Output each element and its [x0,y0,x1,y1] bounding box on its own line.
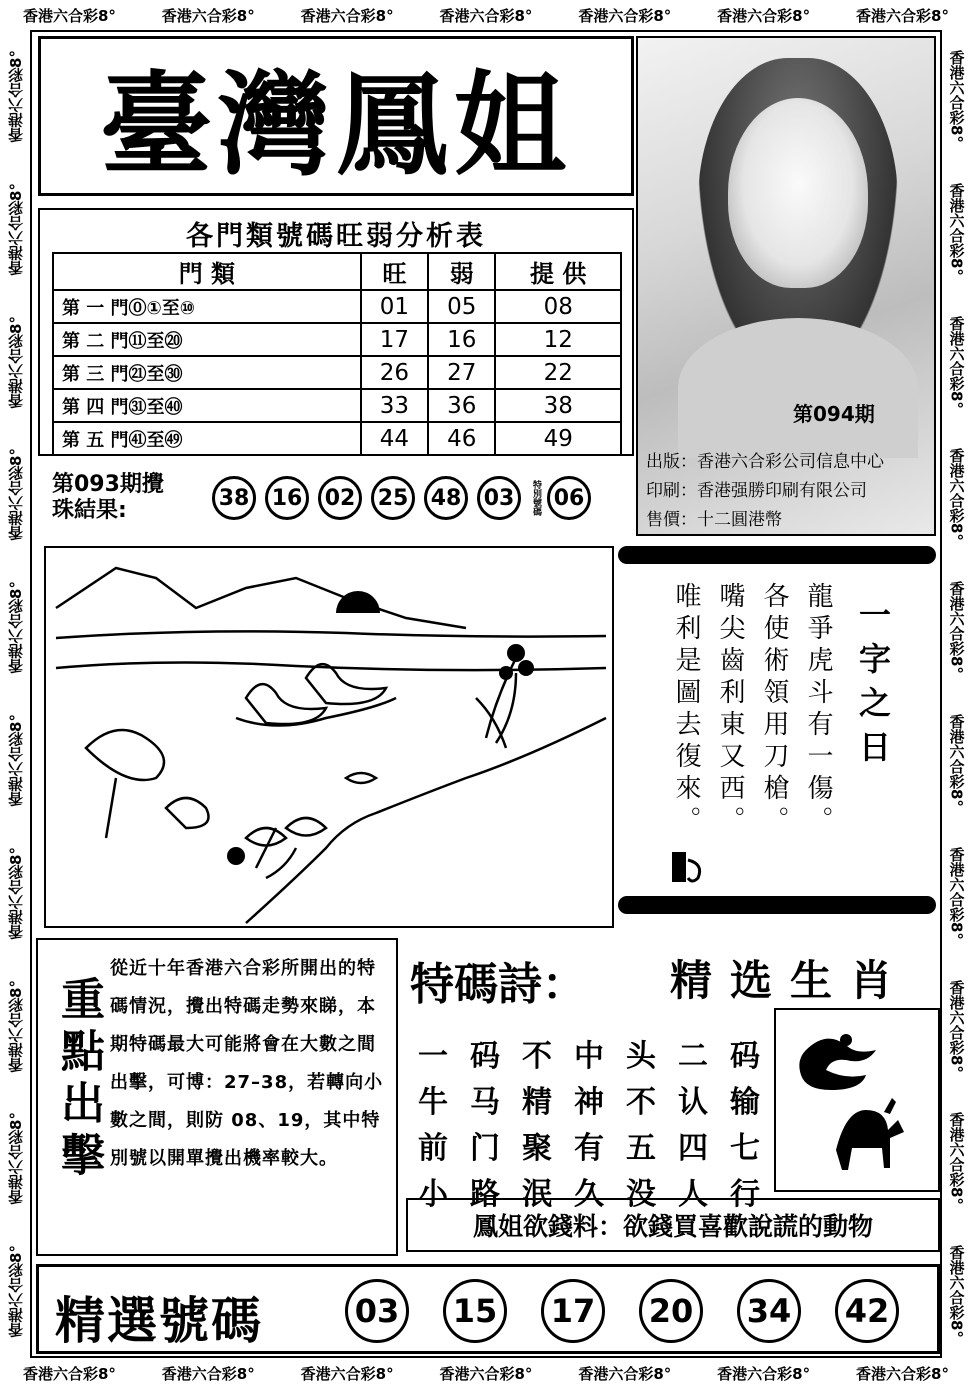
strong-cell: 33 [361,389,428,422]
page-title: 臺灣鳳姐 [100,59,572,191]
poem-char: 神 [574,1085,604,1120]
border-text: 香港六合彩8° [578,1364,672,1383]
landscape-drawing [46,548,612,926]
border-text: 香港六合彩8° [161,1364,255,1383]
border-text: 香港六合彩8° [6,315,25,409]
border-text: 香港六合彩8° [6,581,25,675]
border-text: 香港六合彩8° [439,1364,533,1383]
poem-char: 小 [418,1177,448,1212]
weak-cell: 36 [428,389,495,422]
poem-char: 没 [626,1177,656,1212]
header-provide: 提 供 [495,253,621,290]
picks-label: 精選號碼 [55,1292,263,1350]
model-photo [636,36,936,536]
border-text: 香港六合彩8° [578,6,672,25]
poem-column [796,582,840,838]
border-text: 香港六合彩8° [856,6,949,25]
poem-line: 各使術領用刀槍 [759,582,789,806]
analysis-title: 各門類號碼旺弱分析表 [186,221,486,252]
scroll-rod-bottom [618,896,936,914]
table-header-row [53,253,621,290]
border-text: 香港六合彩8° [947,1112,966,1206]
border-text: 香港六合彩8° [22,6,116,25]
seal-icon [668,848,708,888]
pick-ball: 34 [737,1279,801,1343]
poem-line: 嘴尖齒利東又西 [715,582,745,806]
poem-char: 行 [730,1177,760,1212]
border-right [942,30,972,1358]
poem-char: 人 [678,1177,708,1212]
previous-label-line1: 第093期攪 [52,472,164,497]
picks-balls [345,1279,933,1343]
poem-punct: 。 [715,806,745,838]
poem-char: 有 [574,1131,604,1166]
table-row [53,389,621,422]
previous-result-label [52,472,164,524]
poem-side-title: 一字之日 [854,598,892,774]
provide-cell: 12 [495,323,621,356]
result-ball: 48 [424,476,468,520]
border-text: 香港六合彩8° [161,6,255,25]
door-cell [53,356,361,389]
special-number-label: 特別號碼 [531,480,541,516]
poem-char: 中 [574,1039,604,1074]
poem-char: 七 [730,1131,760,1166]
poem-row [410,1030,768,1076]
special-poem-title: 特碼詩： [410,959,586,1010]
border-text: 香港六合彩8° [439,6,533,25]
strong-cell: 26 [361,356,428,389]
door-label: 第 五 門 [62,429,129,451]
result-ball: 38 [212,476,256,520]
price-line: 售價：十二圓港幣 [646,510,782,530]
door-label: 第 二 門 [62,330,129,352]
header-strong: 旺 [361,253,428,290]
poem-row [410,1076,768,1122]
door-cell [53,389,361,422]
zodiac-title: 精选生肖 [670,956,911,1005]
strong-cell: 01 [361,290,428,323]
poem-column [752,582,796,838]
poem-scroll [624,548,930,924]
door-cell [53,323,361,356]
scroll-rod-top [618,546,936,564]
border-text: 香港六合彩8° [947,315,966,409]
table-row [53,356,621,389]
poem-columns [664,582,840,838]
poem-char: 四 [678,1131,708,1166]
border-text: 香港六合彩8° [6,448,25,542]
door-cell [53,290,361,323]
poem-punct: 。 [671,806,701,838]
border-text: 香港六合彩8° [856,1364,949,1383]
border-text: 香港六合彩8° [947,979,966,1073]
border-top [0,0,972,30]
border-text: 香港六合彩8° [6,1112,25,1206]
poem-char: 路 [470,1177,500,1212]
table-row [53,290,621,323]
publisher-line: 出版：香港六合彩公司信息中心 [646,452,884,472]
poem-char: 不 [522,1039,552,1074]
poem-column [664,582,708,838]
landscape-illustration [44,546,614,928]
border-text: 香港六合彩8° [300,6,394,25]
result-ball: 03 [477,476,521,520]
publisher-info [646,448,930,535]
result-ball: 16 [265,476,309,520]
poem-column [708,582,752,838]
door-cell [53,422,361,455]
border-left [0,30,30,1358]
border-text: 香港六合彩8° [947,713,966,807]
border-text: 香港六合彩8° [717,1364,811,1383]
special-poem-grid [410,1030,768,1214]
dragon-icon [776,1010,938,1190]
key-point-box [36,938,398,1256]
border-text: 香港六合彩8° [6,182,25,276]
border-text: 香港六合彩8° [6,1245,25,1339]
door-label: 第 四 門 [62,396,129,418]
poem-char: 一 [418,1039,448,1074]
pick-ball: 17 [541,1279,605,1343]
header-weak: 弱 [428,253,495,290]
poem-line: 唯利是圖去復來 [671,582,701,806]
strong-cell: 17 [361,323,428,356]
door-range: ⓪①至⑩ [128,297,196,319]
poem-char: 泯 [522,1177,552,1212]
result-ball: 02 [318,476,362,520]
poem-row [410,1122,768,1168]
printer-line: 印刷：香港强勝印刷有限公司 [646,481,867,501]
door-range: ㊶至㊾ [128,429,183,451]
strong-cell: 44 [361,422,428,455]
weak-cell: 16 [428,323,495,356]
border-text: 香港六合彩8° [6,846,25,940]
zodiac-animals [774,1008,940,1192]
border-text: 香港六合彩8° [947,448,966,542]
border-text: 香港六合彩8° [717,6,811,25]
pick-ball: 42 [835,1279,899,1343]
poem-punct: 。 [759,806,789,838]
previous-balls [212,476,600,520]
weak-cell: 05 [428,290,495,323]
poem-char: 牛 [418,1085,448,1120]
pick-ball: 15 [443,1279,507,1343]
poem-char: 头 [626,1039,656,1074]
pick-ball: 20 [639,1279,703,1343]
border-text: 香港六合彩8° [6,49,25,143]
poem-char: 前 [418,1131,448,1166]
door-range: ⑪至⑳ [128,330,183,352]
key-point-text: 從近十年香港六合彩所開出的特碼情況，攪出特碼走勢來睇，本期特碼最大可能將會在大數之間出擊，可博：27–38，若轉向小數之間，則防 08、19，其中特別號以開單攪出機率較大。 [110,958,384,1169]
door-label: 第 一 門 [62,297,129,319]
poem-char: 二 [678,1039,708,1074]
analysis-table [52,252,622,456]
poem-char: 认 [678,1085,708,1120]
border-bottom [0,1358,972,1388]
border-text: 香港六合彩8° [947,1245,966,1339]
pick-ball: 03 [345,1279,409,1343]
border-text: 香港六合彩8° [947,182,966,276]
poem-char: 聚 [522,1131,552,1166]
poem-char: 马 [470,1085,500,1120]
provide-cell: 49 [495,422,621,455]
weak-cell: 27 [428,356,495,389]
border-text: 香港六合彩8° [947,581,966,675]
border-text: 香港六合彩8° [6,979,25,1073]
title-box [38,36,634,196]
border-text: 香港六合彩8° [300,1364,394,1383]
picks-box [36,1264,940,1354]
analysis-box [38,208,634,456]
border-text: 香港六合彩8° [22,1364,116,1383]
table-row [53,323,621,356]
photo-face [728,98,868,288]
photo-shoulder [678,318,918,458]
money-tip: 鳳姐欲錢料：欲錢買喜歡說謊的動物 [406,1198,940,1252]
previous-label-line2: 珠結果: [52,498,127,523]
header-door: 門 類 [53,253,361,290]
poem-char: 码 [470,1039,500,1074]
provide-cell: 08 [495,290,621,323]
weak-cell: 46 [428,422,495,455]
door-range: ㉑至㉚ [128,363,183,385]
poem-char: 不 [626,1085,656,1120]
poem-char: 久 [574,1177,604,1212]
table-row [53,422,621,455]
door-range: ㉛至㊵ [128,396,183,418]
door-label: 第 三 門 [62,363,129,385]
issue-number: 第094期 [793,402,875,426]
border-text: 香港六合彩8° [947,49,966,143]
border-text: 香港六合彩8° [6,713,25,807]
poem-punct: 。 [803,806,833,838]
poem-char: 门 [470,1131,500,1166]
special-poem-section [404,934,940,1260]
poem-line: 龍爭虎斗有一傷 [803,582,833,806]
poem-char: 五 [626,1131,656,1166]
special-ball: 06 [547,476,591,520]
key-point-title: 重點出擊 [53,976,104,1184]
poem-char: 输 [730,1085,760,1120]
poem-char: 码 [730,1039,760,1074]
provide-cell: 38 [495,389,621,422]
result-ball: 25 [371,476,415,520]
border-text: 香港六合彩8° [947,846,966,940]
provide-cell: 22 [495,356,621,389]
poem-char: 精 [522,1085,552,1120]
